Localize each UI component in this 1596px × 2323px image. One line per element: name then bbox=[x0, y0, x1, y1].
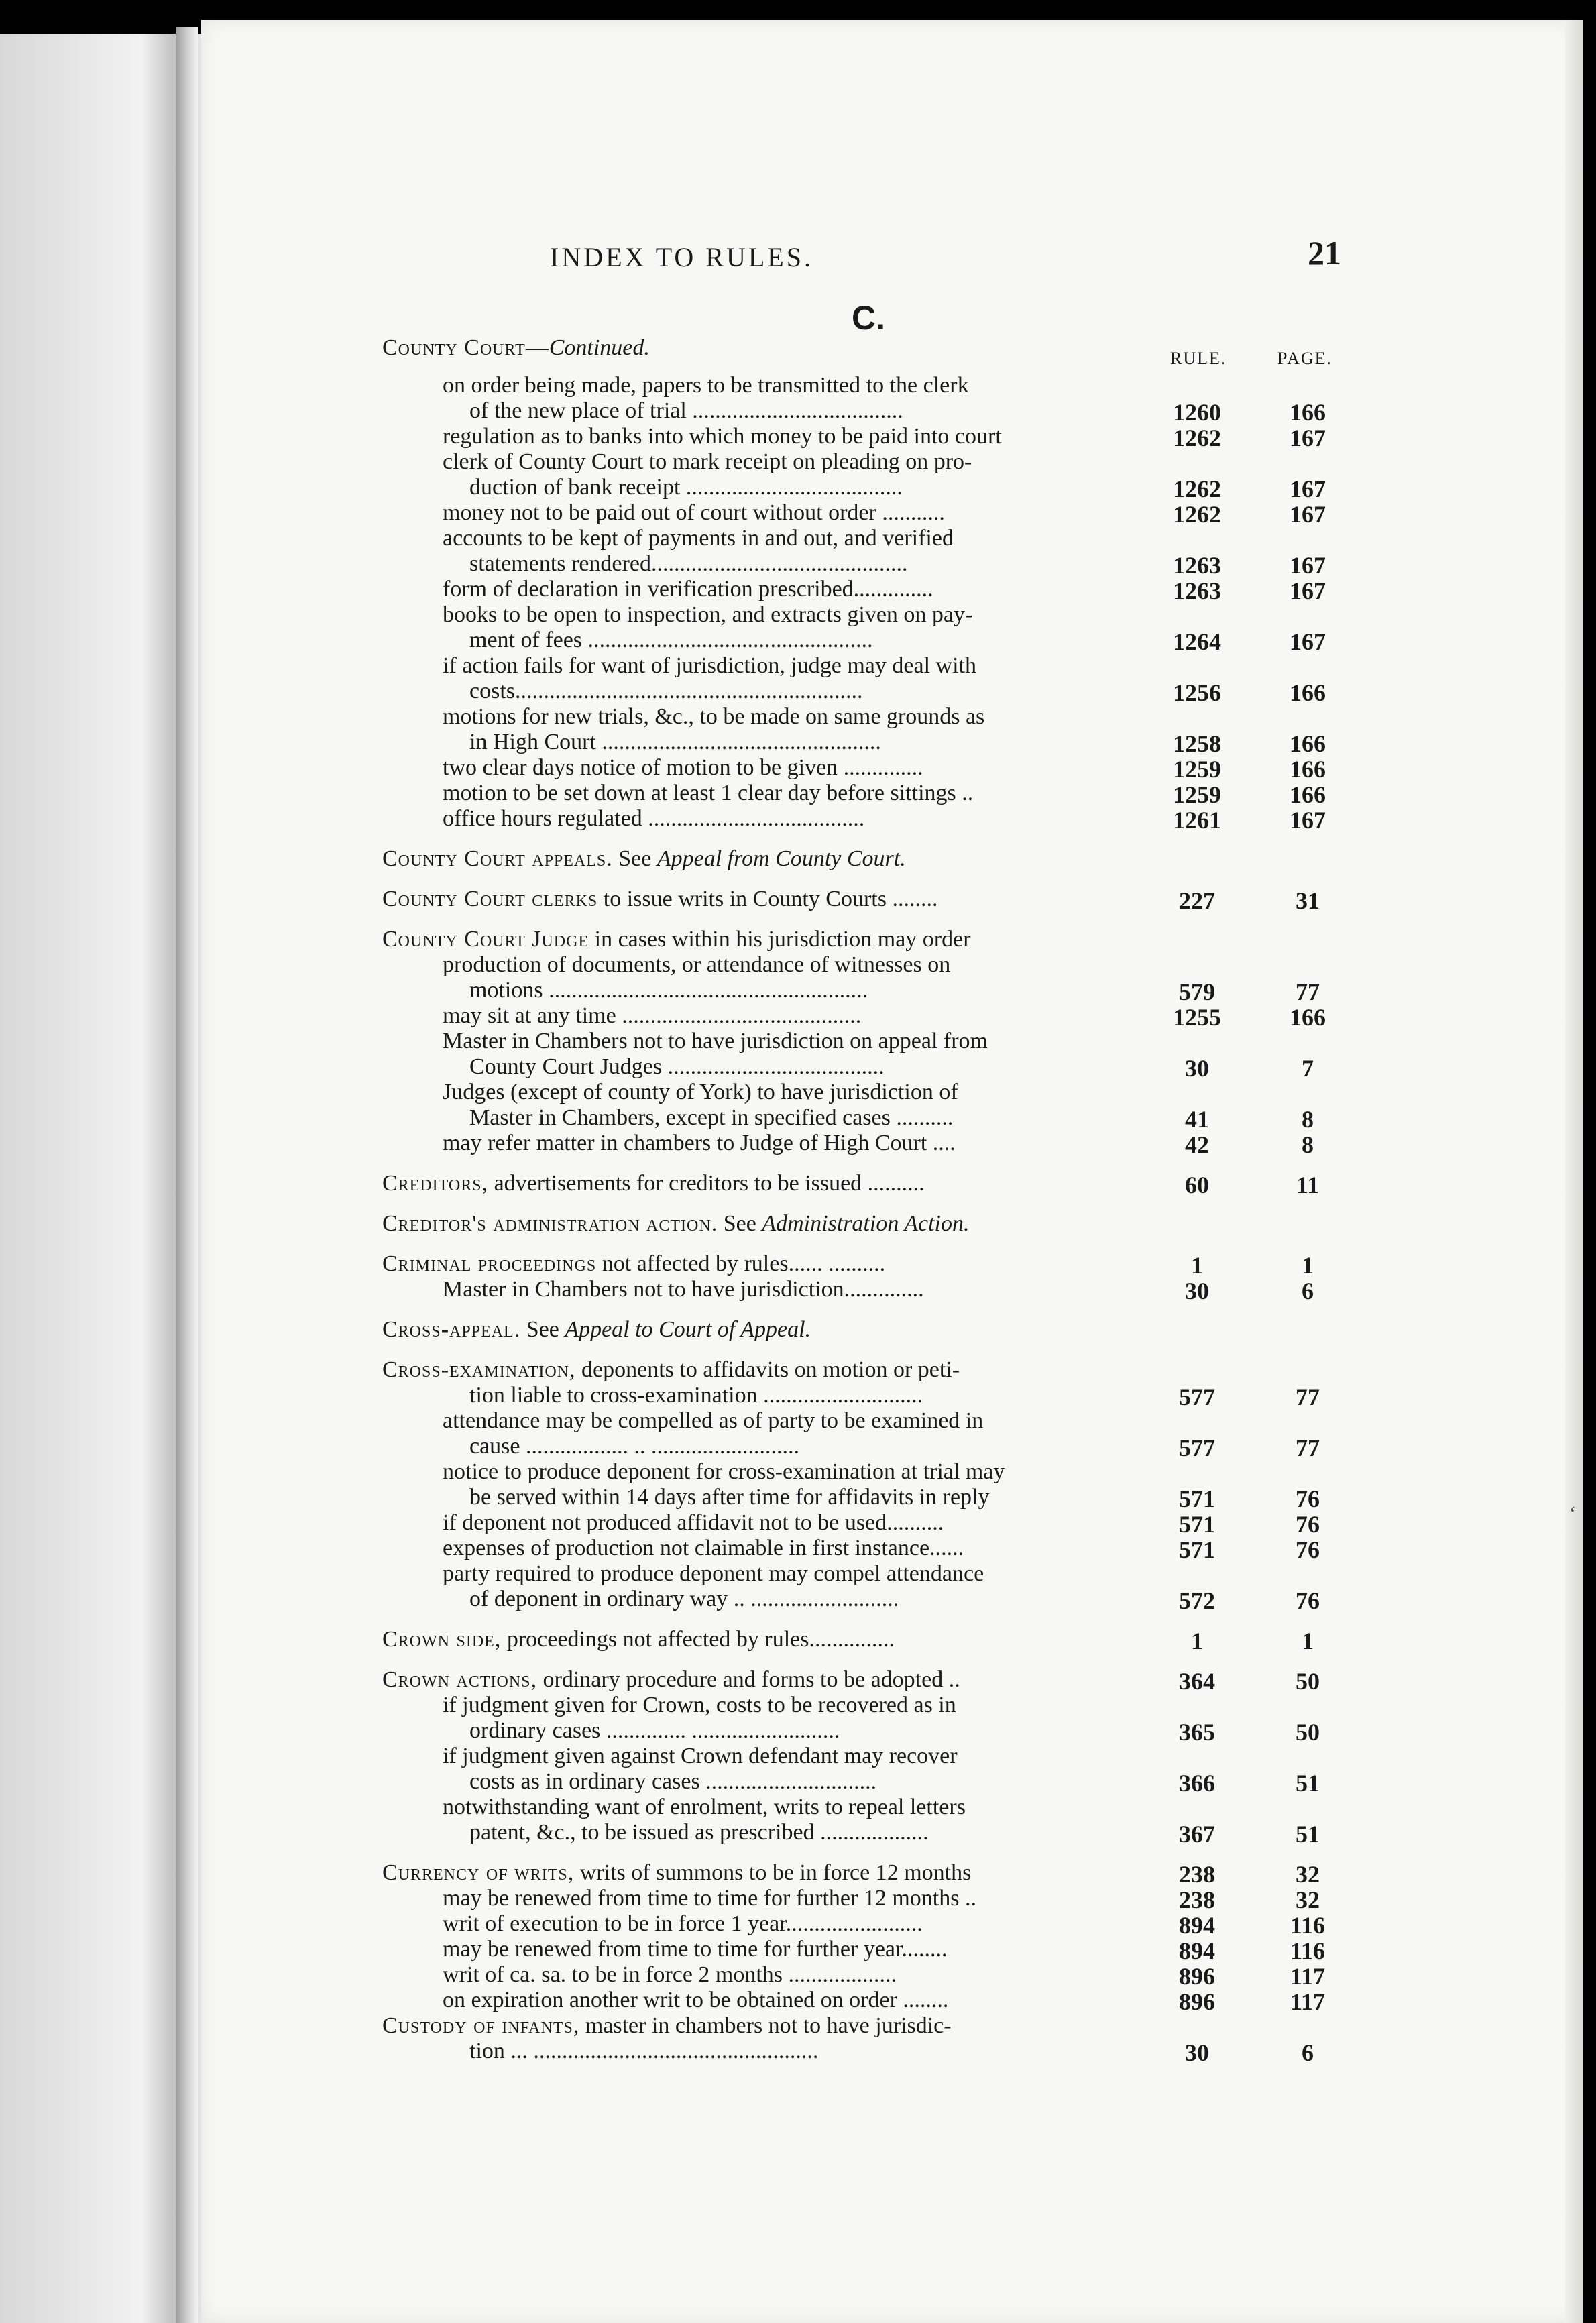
page-reference: 166 bbox=[1290, 781, 1326, 808]
page-reference: 11 bbox=[1296, 1172, 1319, 1198]
entry-description: to issue writs in County Courts ........ bbox=[597, 887, 938, 911]
rule-number: 577 bbox=[1179, 1434, 1215, 1461]
rule-number: 1258 bbox=[1173, 730, 1221, 757]
entry-term: County Court Judge bbox=[382, 927, 589, 952]
rule-number: 366 bbox=[1179, 1770, 1215, 1797]
page-reference: 167 bbox=[1290, 807, 1326, 834]
page-reference: 117 bbox=[1290, 1963, 1325, 1990]
rule-number: 894 bbox=[1179, 1937, 1215, 1964]
page-reference: 76 bbox=[1296, 1511, 1320, 1538]
entry-description: See bbox=[520, 1317, 565, 1342]
rule-number: 365 bbox=[1179, 1719, 1215, 1746]
index-entry-line: of the new place of trial ..................................... bbox=[469, 398, 903, 423]
index-entry-line: production of documents, or attendance of witnesses on bbox=[443, 952, 951, 977]
rule-number: 1259 bbox=[1173, 756, 1221, 783]
index-entry-heading bbox=[382, 1357, 960, 1383]
rule-number: 227 bbox=[1179, 887, 1215, 914]
rule-number: 1 bbox=[1191, 1252, 1203, 1279]
page-reference: 1 bbox=[1302, 1252, 1314, 1279]
page-reference: 167 bbox=[1290, 475, 1326, 502]
page-reference: 76 bbox=[1296, 1536, 1320, 1563]
rule-number: 1261 bbox=[1173, 807, 1221, 834]
index-entry-line: statements rendered............................................. bbox=[469, 551, 908, 576]
page-reference: 166 bbox=[1290, 679, 1326, 706]
page-reference: 166 bbox=[1290, 1004, 1326, 1031]
index-entry-line: clerk of County Court to mark receipt on pleading on pro- bbox=[443, 449, 972, 474]
index-entry-line: writ of execution to be in force 1 year........................ bbox=[443, 1911, 923, 1936]
index-entry-heading bbox=[382, 1627, 895, 1652]
rule-number: 1260 bbox=[1173, 399, 1221, 426]
page-reference: 51 bbox=[1296, 1770, 1320, 1797]
index-entry-line: two clear days notice of motion to be given .............. bbox=[443, 755, 923, 780]
index-entry-line: may sit at any time .......................................... bbox=[443, 1003, 862, 1028]
entry-term: Crown side, bbox=[382, 1627, 502, 1652]
rule-number: 1262 bbox=[1173, 501, 1221, 528]
rule-number: 1259 bbox=[1173, 781, 1221, 808]
rule-number: 41 bbox=[1185, 1106, 1209, 1133]
page-reference: 7 bbox=[1302, 1055, 1314, 1082]
index-entry-line: accounts to be kept of payments in and out, and verified bbox=[443, 526, 954, 551]
section-letter: C. bbox=[852, 299, 885, 337]
page-column-heading: PAGE. bbox=[1277, 349, 1333, 368]
rule-number: 571 bbox=[1179, 1485, 1215, 1512]
index-entry-line: motions ........................................................ bbox=[469, 978, 868, 1003]
margin-mark: ‘ bbox=[1569, 1502, 1576, 1524]
page-reference: 77 bbox=[1296, 1383, 1320, 1410]
index-entry-heading bbox=[382, 1211, 969, 1237]
index-entry-line: in High Court ................................................. bbox=[469, 730, 881, 754]
index-entry-line: Master in Chambers not to have jurisdiction.............. bbox=[443, 1277, 924, 1302]
index-entry-line: cause .................. .. .......................... bbox=[469, 1434, 800, 1459]
entry-term: Cross-examination, bbox=[382, 1357, 576, 1382]
entry-description: writs of summons to be in force 12 months bbox=[574, 1860, 972, 1885]
entry-term: Creditors, bbox=[382, 1171, 489, 1196]
index-entry-heading bbox=[382, 927, 971, 952]
index-entry-line: Master in Chambers not to have jurisdiction on appeal from bbox=[443, 1029, 988, 1054]
index-entry-line: costs............................................................. bbox=[469, 679, 863, 703]
index-entry-line: Master in Chambers, except in specified cases .......... bbox=[469, 1105, 954, 1130]
index-entry-line: ment of fees .................................................. bbox=[469, 628, 873, 653]
page-reference: 166 bbox=[1290, 756, 1326, 783]
rule-number: 238 bbox=[1179, 1886, 1215, 1913]
index-entry-line: if deponent not produced affidavit not to be used.......... bbox=[443, 1510, 944, 1535]
index-entry-line: County Court Judges ...................................... bbox=[469, 1054, 885, 1079]
page-reference: 166 bbox=[1290, 730, 1326, 757]
index-entry-line: if judgment given against Crown defendant may recover bbox=[443, 1744, 958, 1768]
rule-number: 1255 bbox=[1173, 1004, 1221, 1031]
index-entry-line: be served within 14 days after time for affidavits in reply bbox=[469, 1485, 990, 1510]
index-entry-line: costs as in ordinary cases .............................. bbox=[469, 1769, 877, 1794]
page-reference: 8 bbox=[1302, 1131, 1314, 1158]
rule-number: 572 bbox=[1179, 1587, 1215, 1614]
index-entry-line: on order being made, papers to be transmitted to the clerk bbox=[443, 373, 969, 398]
entry-term: Criminal proceedings bbox=[382, 1251, 597, 1276]
entry-description: master in chambers not to have jurisdic- bbox=[579, 2013, 952, 2038]
index-entry-heading bbox=[382, 335, 650, 361]
index-entry-line: tion liable to cross-examination ............................ bbox=[469, 1383, 923, 1408]
index-entry-line: may be renewed from time to time for further 12 months .. bbox=[443, 1886, 976, 1911]
rule-number: 579 bbox=[1179, 978, 1215, 1005]
index-entry-line: may be renewed from time to time for further year........ bbox=[443, 1937, 948, 1962]
rule-number: 1 bbox=[1191, 1628, 1203, 1654]
entry-term: County Court appeals. bbox=[382, 846, 613, 871]
entry-description: advertisements for creditors to be issued .......... bbox=[488, 1171, 925, 1196]
index-entry-heading bbox=[382, 1317, 811, 1343]
index-entry-line: attendance may be compelled as of party to be examined in bbox=[443, 1408, 984, 1433]
page-reference: 50 bbox=[1296, 1719, 1320, 1746]
page-number: 21 bbox=[1308, 234, 1341, 272]
rule-number: 1264 bbox=[1173, 628, 1221, 655]
cross-reference: Appeal to Court of Appeal. bbox=[565, 1317, 811, 1342]
index-entry-line: patent, &c., to be issued as prescribed ................... bbox=[469, 1820, 929, 1845]
index-entry-heading bbox=[382, 2013, 952, 2039]
entry-description: not affected by rules...... .......... bbox=[596, 1251, 886, 1276]
index-entry-line: motions for new trials, &c., to be made on same grounds as bbox=[443, 704, 985, 729]
entry-description: See bbox=[718, 1211, 762, 1236]
entry-term: Currency of writs, bbox=[382, 1860, 575, 1885]
index-entry-line: ordinary cases .............. .......................... bbox=[469, 1718, 840, 1743]
entry-description: in cases within his jurisdiction may order bbox=[589, 927, 971, 952]
rule-number: 571 bbox=[1179, 1536, 1215, 1563]
rule-number: 1256 bbox=[1173, 679, 1221, 706]
rule-number: 896 bbox=[1179, 1988, 1215, 2015]
index-entry-heading bbox=[382, 846, 906, 872]
page-reference: 77 bbox=[1296, 1434, 1320, 1461]
page-reference: 76 bbox=[1296, 1587, 1320, 1614]
index-entry-line: motion to be set down at least 1 clear day before sittings .. bbox=[443, 781, 974, 805]
page-reference: 167 bbox=[1290, 552, 1326, 579]
index-entry-line: office hours regulated ...................................... bbox=[443, 806, 865, 831]
rule-number: 30 bbox=[1185, 1278, 1209, 1304]
rule-column-heading: RULE. bbox=[1170, 349, 1227, 368]
page-reference: 116 bbox=[1290, 1912, 1325, 1939]
index-entry-line: Judges (except of county of York) to have jurisdiction of bbox=[443, 1080, 958, 1104]
rule-number: 30 bbox=[1185, 1055, 1209, 1082]
index-entry-line: writ of ca. sa. to be in force 2 months ................... bbox=[443, 1962, 897, 1987]
index-entry-line: tion ... .................................................. bbox=[469, 2039, 819, 2063]
page-reference: 77 bbox=[1296, 978, 1320, 1005]
rule-number: 1262 bbox=[1173, 475, 1221, 502]
page-reference: 167 bbox=[1290, 577, 1326, 604]
page-reference: 32 bbox=[1296, 1861, 1320, 1888]
index-entry-heading bbox=[382, 1171, 925, 1196]
index-entry-heading bbox=[382, 1667, 960, 1693]
entry-term: County Court— bbox=[382, 335, 549, 360]
page-reference: 50 bbox=[1296, 1668, 1320, 1695]
running-head: INDEX TO RULES. bbox=[550, 242, 813, 272]
page-reference: 51 bbox=[1296, 1821, 1320, 1848]
page-reference: 32 bbox=[1296, 1886, 1320, 1913]
page-reference: 167 bbox=[1290, 424, 1326, 451]
rule-number: 571 bbox=[1179, 1511, 1215, 1538]
page-reference: 1 bbox=[1302, 1628, 1314, 1654]
index-entry-line: money not to be paid out of court without order ........... bbox=[443, 500, 945, 525]
page-reference: 167 bbox=[1290, 501, 1326, 528]
rule-number: 894 bbox=[1179, 1912, 1215, 1939]
entry-term: County Court clerks bbox=[382, 887, 598, 911]
cross-reference: Appeal from County Court. bbox=[657, 846, 906, 871]
page-reference: 167 bbox=[1290, 628, 1326, 655]
index-entry-line: expenses of production not claimable in first instance...... bbox=[443, 1536, 964, 1561]
index-entry-heading bbox=[382, 1860, 971, 1886]
rule-number: 1263 bbox=[1173, 577, 1221, 604]
page-reference: 116 bbox=[1290, 1937, 1325, 1964]
index-entry-line: if action fails for want of jurisdiction, judge may deal with bbox=[443, 653, 976, 678]
rule-number: 896 bbox=[1179, 1963, 1215, 1990]
index-entry-line: regulation as to banks into which money to be paid into court bbox=[443, 424, 1002, 449]
entry-description: See bbox=[612, 846, 657, 871]
page-reference: 117 bbox=[1290, 1988, 1325, 2015]
entry-term: Cross-appeal. bbox=[382, 1317, 521, 1342]
rule-number: 42 bbox=[1185, 1131, 1209, 1158]
index-entry-line: party required to produce deponent may compel attendance bbox=[443, 1561, 984, 1586]
entry-description: deponents to affidavits on motion or peti- bbox=[575, 1357, 960, 1382]
page-reference: 166 bbox=[1290, 399, 1326, 426]
index-entry-line: if judgment given for Crown, costs to be recovered as in bbox=[443, 1693, 956, 1717]
entry-description: proceedings not affected by rules............... bbox=[501, 1627, 895, 1652]
entry-term: Custody of infants, bbox=[382, 2013, 580, 2038]
index-entry-line: form of declaration in verification prescribed.............. bbox=[443, 577, 933, 602]
entry-term: Creditor's administration action. bbox=[382, 1211, 718, 1236]
rule-number: 30 bbox=[1185, 2039, 1209, 2066]
rule-number: 367 bbox=[1179, 1821, 1215, 1848]
index-entry-line: may refer matter in chambers to Judge of High Court .... bbox=[443, 1131, 956, 1155]
rule-number: 1263 bbox=[1173, 552, 1221, 579]
entry-term-italic: Continued. bbox=[549, 335, 650, 360]
rule-number: 1262 bbox=[1173, 424, 1221, 451]
page-reference: 6 bbox=[1302, 2039, 1314, 2066]
index-entry-heading bbox=[382, 887, 937, 912]
page-reference: 76 bbox=[1296, 1485, 1320, 1512]
entry-term: Crown actions, bbox=[382, 1667, 538, 1692]
index-entry-heading bbox=[382, 1251, 885, 1277]
rule-number: 364 bbox=[1179, 1668, 1215, 1695]
cross-reference: Administration Action. bbox=[762, 1211, 970, 1236]
index-entry-line: on expiration another writ to be obtained on order ........ bbox=[443, 1988, 949, 2013]
rule-number: 577 bbox=[1179, 1383, 1215, 1410]
index-entry-line: notice to produce deponent for cross-examination at trial may bbox=[443, 1459, 1005, 1484]
index-entry-line: of deponent in ordinary way .. .......................... bbox=[469, 1587, 899, 1611]
index-entry-line: duction of bank receipt ...................................... bbox=[469, 475, 903, 500]
page-reference: 31 bbox=[1296, 887, 1320, 914]
index-entry-line: notwithstanding want of enrolment, writs to repeal letters bbox=[443, 1795, 966, 1819]
rule-number: 60 bbox=[1185, 1172, 1209, 1198]
entry-description: ordinary procedure and forms to be adopted .. bbox=[537, 1667, 960, 1692]
page-reference: 6 bbox=[1302, 1278, 1314, 1304]
index-entry-line: books to be open to inspection, and extracts given on pay- bbox=[443, 602, 973, 627]
rule-number: 238 bbox=[1179, 1861, 1215, 1888]
page-reference: 8 bbox=[1302, 1106, 1314, 1133]
